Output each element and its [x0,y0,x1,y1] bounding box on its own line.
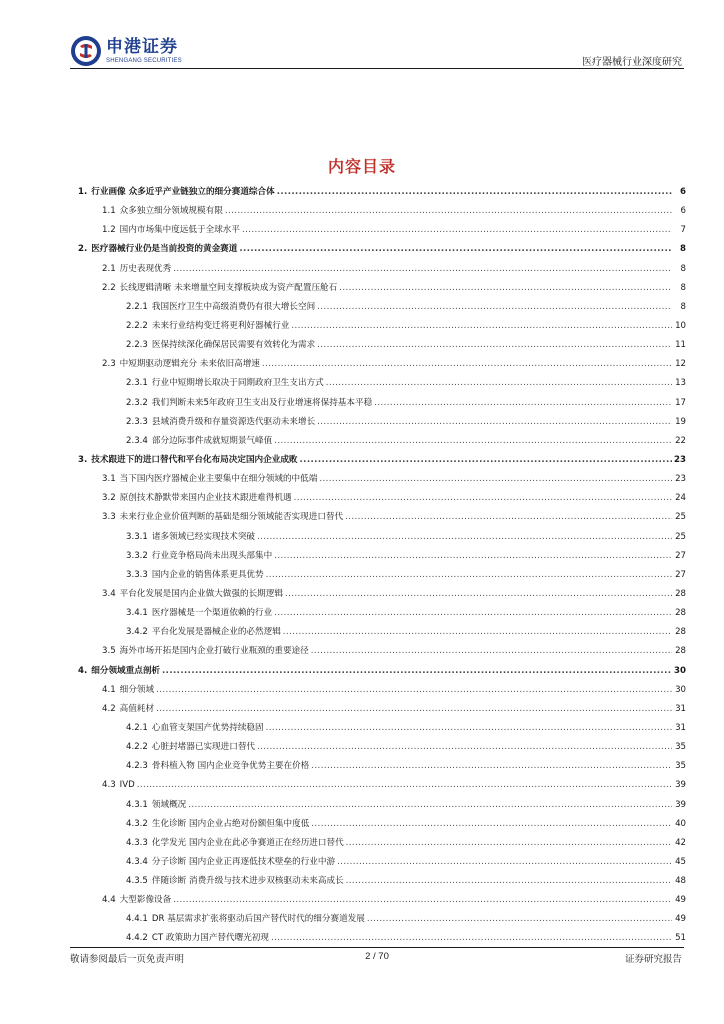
page-header [70,34,684,68]
toc-entry-title: 平台化发展是器械企业的必然逻辑 [151,627,281,638]
toc-entry[interactable] [72,566,686,585]
report-type: 医疗器械行业深度研究 [582,57,682,68]
toc-dot-leader [311,815,672,834]
toc-entry[interactable] [72,317,686,336]
toc-entry[interactable] [72,202,686,221]
toc-entry-title: 诸多领域已经实现技术突破 [151,531,256,542]
toc-dot-leader [277,183,672,202]
toc-entry-number: 4.3.4 [126,856,148,867]
toc-dot-leader [173,260,672,279]
toc-dot-leader [311,757,672,776]
toc-dot-leader [274,547,672,566]
toc-entry-page: 31 [675,722,686,733]
toc-entry-number: 4.2 [102,703,116,714]
toc-entry-title: 海外市场开拓是国内企业打破行业瓶颈的重要途径 [119,646,309,657]
toc-entry-page: 39 [675,799,686,810]
toc-entry-page: 28 [675,608,686,619]
toc-dot-leader [225,202,672,221]
toc-entry-page: 12 [675,359,686,370]
toc-entry-page: 45 [675,856,686,867]
toc-entry[interactable] [72,279,686,298]
toc-entry-number: 2.3 [102,359,116,370]
toc-entry[interactable] [72,929,686,948]
toc-entry[interactable] [72,853,686,872]
toc-dot-leader [162,662,672,681]
toc-entry-number: 4.2.2 [126,742,148,753]
toc-entry-number: 2.3.4 [126,435,148,446]
toc-entry-title: 心脏封堵器已实现进口替代 [151,742,256,753]
toc-entry-page: 23 [675,474,686,485]
footer-doc-type: 证券研究报告 [624,954,682,965]
header-divider [70,68,684,69]
toc-entry-title: 医疗器械是一个渠道依赖的行业 [151,608,273,619]
toc-entry-title: IVD [119,780,135,791]
toc-entry-number: 3.2 [102,493,116,504]
toc-entry-title: 细分领域重点剖析 [91,665,161,676]
toc-entry-page: 8 [680,244,686,255]
toc-entry[interactable] [72,432,686,451]
toc-entry[interactable] [72,240,686,259]
toc-entry-page: 42 [675,837,686,848]
toc-dot-leader [294,489,672,508]
toc-entry[interactable] [72,585,686,604]
toc-entry-page: 8 [680,301,686,312]
toc-entry-page: 30 [675,684,686,695]
toc-entry-title: 细分领域 [119,684,155,695]
toc-entry[interactable] [72,413,686,432]
footer-disclaimer: 敬请参阅最后一页免责声明 [70,954,185,965]
toc-dot-leader [326,374,672,393]
toc-entry-title: 我国医疗卫生中高级消费仍有很大增长空间 [151,301,316,312]
toc-dot-leader [156,681,672,700]
toc-entry-page: 39 [675,780,686,791]
toc-entry-title: 技术跟进下的进口替代和平台化布局决定国内企业成败 [91,454,298,465]
toc-entry-page: 6 [680,206,686,217]
toc-entry-page: 40 [675,818,686,829]
toc-entry-number: 4.3.5 [126,876,148,887]
toc-dot-leader [283,623,672,642]
toc-entry-number: 3.3.2 [126,550,148,561]
toc-entry-number: 3.4.2 [126,627,148,638]
toc-entry-page: 24 [675,493,686,504]
toc-entry-page: 7 [680,225,686,236]
toc-entry[interactable] [72,489,686,508]
toc-entry[interactable] [72,757,686,776]
toc-entry[interactable] [72,891,686,910]
toc-dot-leader [266,719,672,738]
toc-entry-number: 3.3 [102,512,116,523]
toc-entry-title: 当下国内医疗器械企业主要集中在细分领域的中低端 [119,474,318,485]
toc-entry-title: 分子诊断 国内企业正再逐低技术壁垒的行业中游 [151,856,336,867]
toc-dot-leader [311,642,672,661]
toc-entry-title: 长线逻辑清晰 未来增量空间支撑板块成为资产配置压舱石 [119,282,338,293]
toc-entry-number: 4.4.1 [126,914,148,925]
toc-entry-title: 部分边际事件成就短期景气峰值 [151,435,273,446]
page-title: 内容目录 [327,157,396,176]
table-of-contents [72,183,686,949]
toc-entry-title: 医保持续深化确保居民需要有效转化为需求 [151,340,316,351]
toc-entry[interactable] [72,719,686,738]
toc-entry-page: 27 [675,569,686,580]
toc-dot-leader [188,796,672,815]
toc-entry-number: 2.3.3 [126,416,148,427]
toc-entry-page: 13 [675,378,686,389]
toc-entry[interactable] [72,815,686,834]
toc-entry-number: 2.1 [102,263,116,274]
toc-entry-title: 化学发光 国内企业在此必争赛道正在经历进口替代 [151,837,344,848]
brand-logo [70,34,182,68]
toc-dot-leader [156,700,672,719]
toc-entry[interactable] [72,221,686,240]
toc-entry-number: 1.2 [102,225,116,236]
toc-dot-leader [339,279,672,298]
toc-entry[interactable] [72,662,686,681]
toc-entry-title: 行业竞争格局尚未出现头部集中 [151,550,273,561]
toc-entry-title: DR 基层需求扩张将驱动后国产替代时代的细分赛道发展 [151,914,365,925]
toc-entry-page: 35 [675,761,686,772]
toc-entry-title: 我们判断未来5年政府卫生支出及行业增速将保持基本平稳 [151,397,373,408]
toc-dot-leader [317,336,672,355]
toc-entry-number: 2.3.2 [126,397,148,408]
toc-dot-leader [319,470,672,489]
toc-dot-leader [271,929,672,948]
toc-entry-title: CT 政策助力国产替代曙光初现 [151,933,269,944]
toc-entry[interactable] [72,547,686,566]
toc-entry-title: 未来行业结构变迁将更利好器械行业 [151,320,290,331]
toc-entry[interactable] [72,394,686,413]
toc-entry-number: 3.5 [102,646,116,657]
toc-entry-page: 48 [675,876,686,887]
toc-entry-number: 1. [78,187,88,197]
toc-entry-page: 49 [675,914,686,925]
toc-dot-leader [274,432,672,451]
toc-entry-page: 8 [680,263,686,274]
toc-entry[interactable] [72,700,686,719]
toc-dot-leader [317,413,672,432]
toc-entry-number: 4.3.3 [126,837,148,848]
toc-entry[interactable] [72,604,686,623]
toc-entry[interactable] [72,910,686,929]
toc-entry[interactable] [72,183,686,202]
footer-divider [70,947,684,948]
toc-dot-leader [337,853,672,872]
toc-dot-leader [266,566,672,585]
toc-dot-leader [242,221,672,240]
toc-entry-number: 4.3.1 [126,799,148,810]
toc-dot-leader [345,508,672,527]
toc-entry-title: 领域概况 [151,799,187,810]
toc-entry-title: 未来行业企业价值判断的基础是细分领域能否实现进口替代 [119,512,344,523]
toc-dot-leader [346,834,672,853]
toc-dot-leader [173,891,672,910]
toc-dot-leader [291,317,672,336]
brand-name-cn: 申港证券 [106,36,178,57]
toc-dot-leader [300,451,672,470]
toc-entry-title: 伴随诊断 消费升级与技术进步双核驱动未来高成长 [151,876,344,887]
toc-entry-title: 县域消费升级和存量资源迭代驱动未来增长 [151,416,316,427]
toc-entry-number: 4.3 [102,780,116,791]
toc-entry-page: 35 [675,742,686,753]
toc-entry-title: 大型影像设备 [119,895,172,906]
toc-entry[interactable] [72,470,686,489]
toc-entry[interactable] [72,260,686,279]
toc-entry-page: 23 [674,454,686,465]
toc-entry[interactable] [72,374,686,393]
toc-dot-leader [257,738,672,757]
toc-entry-number: 2.2.1 [126,301,148,312]
toc-entry-title: 国内市场集中度远低于全球水平 [119,225,240,236]
toc-entry-title: 骨科植入物 国内企业竞争优势主要在价格 [151,761,310,772]
toc-entry-number: 3.3.1 [126,531,148,542]
toc-entry-page: 11 [675,340,686,351]
toc-dot-leader [367,910,672,929]
toc-entry-page: 28 [675,588,686,599]
toc-dot-leader [317,298,672,317]
shengang-logo-icon [70,35,102,67]
toc-entry-number: 4.3.2 [126,818,148,829]
page-number: 2 / 70 [365,951,389,962]
toc-entry-title: 心血管支架国产优势持续稳固 [151,722,264,733]
toc-entry[interactable] [72,642,686,661]
toc-entry-page: 6 [680,187,686,197]
toc-entry[interactable] [72,508,686,527]
toc-entry-page: 28 [675,646,686,657]
toc-entry[interactable] [72,528,686,547]
toc-entry-number: 3.4.1 [126,608,148,619]
toc-entry-title: 众多独立细分领域规模有限 [119,206,223,217]
toc-entry[interactable] [72,776,686,795]
toc-entry-title: 中短期驱动逻辑充分 未来依旧高增速 [119,359,260,370]
toc-dot-leader [262,355,672,374]
toc-entry-title: 生化诊断 国内企业占绝对份额但集中度低 [151,818,310,829]
toc-entry-number: 3. [78,454,88,465]
toc-entry-page: 49 [675,895,686,906]
toc-entry-page: 10 [675,320,686,331]
toc-entry[interactable] [72,681,686,700]
toc-entry-page: 27 [675,550,686,561]
toc-entry-number: 4. [78,665,88,676]
brand-name-en: SHENGANG SECURITIES [106,57,182,64]
toc-dot-leader [346,872,672,891]
toc-entry-title: 行业中短期增长取决于同期政府卫生支出方式 [151,378,324,389]
toc-entry-number: 3.1 [102,474,116,485]
toc-entry[interactable] [72,872,686,891]
toc-entry[interactable] [72,834,686,853]
toc-entry-page: 31 [675,703,686,714]
toc-entry-title: 高值耗材 [119,703,155,714]
toc-dot-leader [274,604,672,623]
toc-entry-page: 51 [675,933,686,944]
toc-dot-leader [239,240,672,259]
toc-entry-number: 4.4.2 [126,933,148,944]
toc-entry-page: 19 [675,416,686,427]
toc-entry-number: 4.2.1 [126,722,148,733]
toc-entry-title: 医疗器械行业仍是当前投资的黄金赛道 [91,244,238,255]
toc-entry-page: 22 [675,435,686,446]
toc-entry-title: 国内企业的销售体系更具优势 [151,569,264,580]
toc-entry[interactable] [72,336,686,355]
page-footer [70,951,684,967]
toc-entry-number: 3.4 [102,588,116,599]
toc-entry-page: 25 [675,531,686,542]
toc-entry[interactable] [72,355,686,374]
toc-entry-page: 8 [680,282,686,293]
toc-entry-page: 28 [675,627,686,638]
toc-dot-leader [137,776,672,795]
toc-entry-number: 2.2.3 [126,340,148,351]
toc-entry-number: 4.4 [102,895,116,906]
toc-dot-leader [285,585,672,604]
toc-entry-page: 30 [674,665,686,676]
toc-entry-number: 2.3.1 [126,378,148,389]
toc-entry[interactable] [72,623,686,642]
toc-entry-number: 2. [78,244,88,255]
toc-entry-number: 4.2.3 [126,761,148,772]
toc-entry-number: 2.2 [102,282,116,293]
toc-entry-title: 历史表现优秀 [119,263,172,274]
toc-entry[interactable] [72,738,686,757]
toc-entry-title: 原创技术静默带来国内企业技术跟进难得机遇 [119,493,292,504]
toc-entry-number: 4.1 [102,684,116,695]
toc-entry-number: 2.2.2 [126,320,148,331]
toc-entry-page: 25 [675,512,686,523]
toc-entry-title: 平台化发展是国内企业做大做强的长期逻辑 [119,588,283,599]
toc-entry[interactable] [72,298,686,317]
toc-entry[interactable] [72,796,686,815]
toc-entry-number: 3.3.3 [126,569,148,580]
toc-entry-number: 1.1 [102,206,116,217]
toc-entry-title: 行业画像 众多近乎产业链独立的细分赛道综合体 [91,187,275,197]
toc-entry[interactable] [72,451,686,470]
toc-dot-leader [257,528,672,547]
toc-entry-page: 17 [675,397,686,408]
toc-dot-leader [374,394,672,413]
